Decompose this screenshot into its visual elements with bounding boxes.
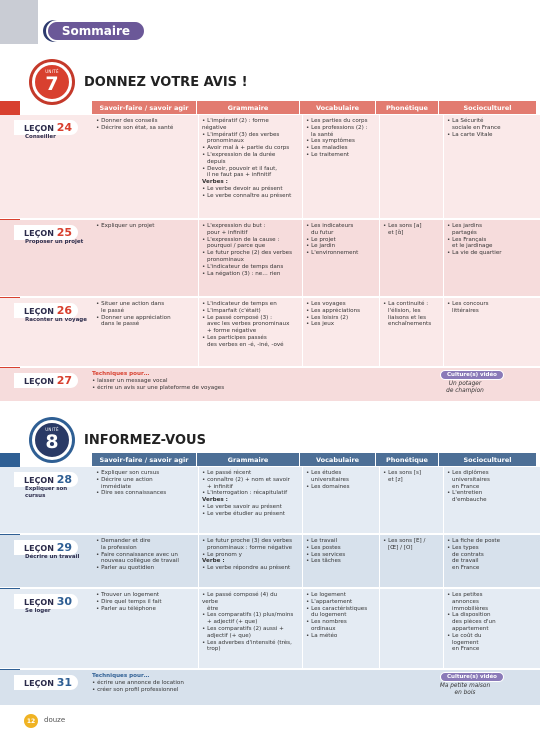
cell-line: • La fiche de poste — [447, 538, 501, 544]
cell-line: • L'expression de la durée — [202, 151, 276, 158]
lesson-row — [0, 298, 540, 367]
socioculturel-cell — [443, 115, 536, 218]
lesson-subtitle: Expliquer son cursus — [25, 486, 68, 499]
cell-line: la profession — [101, 544, 137, 551]
cell-line: depuis — [207, 158, 226, 165]
cell-line: • Faire connaissance avec un — [96, 551, 178, 558]
cell-line: • Les domaines — [306, 483, 350, 490]
cell-line: • L'impératif (3) des verbes — [202, 131, 280, 138]
cell-line: • Les participes passés — [202, 334, 267, 341]
cell-line: et le jardinage — [452, 243, 493, 250]
cell-line: • connaître (2) + nom et savoir — [202, 476, 290, 483]
socioculturel-cell — [443, 298, 536, 366]
culture-video-badge: Culture(s) vidéo — [440, 672, 504, 682]
unit-title: DONNEZ VOTRE AVIS ! — [84, 74, 248, 90]
column-header — [92, 101, 537, 114]
cell-line: [Œ] / [O] — [388, 544, 413, 551]
cell-line: + infinitif — [207, 483, 233, 490]
lesson-word: LEÇON — [24, 544, 54, 553]
cell-line: • La négation (3) : ne… rien — [202, 270, 281, 277]
cell-line: être — [207, 605, 219, 612]
cell-line: en France — [452, 483, 480, 490]
cell-line: • créer son profil professionnel — [92, 686, 179, 693]
lesson-row — [0, 467, 540, 534]
cell-line: • Le passé récent — [202, 470, 252, 476]
page-number-badge: 12 — [24, 714, 38, 728]
socioculturel-cell — [443, 467, 536, 533]
lesson-word: LEÇON — [24, 679, 54, 688]
cell-line: • Les sons [s] — [383, 470, 422, 476]
lesson-subtitle: Proposer un projet — [25, 239, 84, 245]
cell-line: • Le travail — [306, 538, 338, 544]
vocabulaire-cell — [302, 589, 373, 668]
lesson-row — [0, 220, 540, 297]
cell-line: des verbes en -é, -iné, -ové — [207, 341, 284, 348]
cell-line: • Situer une action dans — [96, 301, 165, 307]
page-title: Sommaire — [46, 20, 146, 42]
socioculturel-cell — [443, 589, 536, 668]
cell-line: • Les maladies — [306, 145, 348, 152]
unit-title: INFORMEZ-VOUS — [84, 432, 206, 448]
cell-line: • écrire une annonce de location — [92, 679, 184, 686]
lesson-pill — [14, 472, 78, 487]
cell-line: • L'imparfait (c'était) — [202, 307, 261, 314]
savoir-faire-cell — [96, 301, 196, 328]
cell-line: ordinaux — [311, 625, 336, 632]
lesson-word: LEÇON — [24, 307, 54, 316]
lesson-row — [0, 589, 540, 669]
cell-line: • Les indicateurs — [306, 223, 354, 229]
cell-line: • Le projet — [306, 236, 336, 243]
cell-line: la santé — [311, 131, 334, 138]
column-header-cell: Savoir-faire / savoir agir — [92, 101, 196, 114]
cell-line: • Les études — [306, 470, 342, 476]
cell-line: • L'environnement — [306, 250, 359, 257]
column-header-cell: Socioculturel — [439, 453, 536, 466]
cell-line: Verbes : — [202, 497, 228, 504]
lesson-subtitle: Décrire un travail — [25, 554, 80, 560]
cell-line: • Les concours — [447, 301, 489, 307]
cell-line: • Les nombres — [306, 619, 347, 626]
cell-line: • L'expression du but : — [202, 223, 266, 229]
techniques-cell — [92, 673, 352, 693]
cell-line: • La continuité : — [383, 301, 429, 307]
cell-line: et [z] — [388, 476, 403, 483]
cell-line: • écrire un avis sur une plateforme de voyages — [92, 384, 225, 391]
cell-line: • Le verbe répondre au présent — [202, 565, 291, 572]
savoir-faire-cell — [96, 223, 196, 230]
cell-line: sociale en France — [452, 124, 501, 131]
cell-line: immédiate — [101, 483, 132, 490]
phonetique-cell — [379, 467, 437, 533]
culture-video-badge: Culture(s) vidéo — [440, 370, 504, 380]
cell-line: • Le verbe étudier au présent — [202, 510, 285, 517]
lesson-row — [0, 368, 540, 402]
cell-line: dans le passé — [101, 321, 140, 328]
lesson-pill — [14, 373, 78, 388]
culture-line: Un potager — [448, 381, 482, 387]
lesson-label — [0, 368, 92, 401]
lesson-label — [0, 298, 92, 366]
lesson-pill — [14, 594, 78, 609]
cell-line: • Les Français — [447, 236, 487, 243]
grammaire-cell — [198, 589, 296, 668]
column-header-cell: Phonétique — [376, 101, 438, 114]
cell-line: • Les types — [447, 544, 479, 551]
lesson-number: 27 — [56, 374, 73, 387]
lesson-row — [0, 670, 540, 706]
cell-line: • Les petites — [447, 592, 483, 598]
unit-badge — [32, 420, 72, 460]
cell-line: pronominaux — [207, 256, 244, 263]
cell-line: • La carte Vitale — [447, 131, 493, 138]
vocabulaire-cell — [302, 535, 373, 587]
cell-line: universitaires — [311, 476, 349, 483]
grammaire-cell — [198, 220, 296, 296]
unit-header — [32, 62, 248, 102]
cell-line: • Décrire une action — [96, 476, 153, 483]
lesson-word: LEÇON — [24, 229, 54, 238]
cell-line: • Le logement — [306, 592, 346, 598]
cell-line: • L'entretien — [447, 490, 483, 497]
lesson-row — [0, 535, 540, 588]
column-header-cell: Grammaire — [197, 453, 299, 466]
cell-line: • L'impératif (2) : forme négative — [202, 118, 269, 131]
lesson-label — [0, 535, 92, 587]
cell-line: • L'interrogation : récapitulatif — [202, 490, 288, 497]
cell-line: • Dire quel temps il fait — [96, 598, 162, 605]
cell-line: • Les appréciations — [306, 307, 361, 314]
unit-number: 8 — [45, 431, 59, 453]
cell-line: Verbes : — [202, 179, 228, 186]
cell-line: • laisser un message vocal — [92, 377, 168, 384]
cell-line: + adjectif (+ que) — [207, 619, 258, 626]
cell-line: • Les loisirs (2) — [306, 314, 349, 321]
cell-line: • Le passé composé (4) du verbe — [202, 592, 278, 605]
lesson-subtitle: Raconter un voyage — [25, 317, 87, 323]
culture-line: Ma petite maison — [439, 683, 491, 689]
cell-line: universitaires — [452, 476, 490, 483]
techniques-title: Techniques pour… — [92, 371, 150, 377]
cell-line: pronominaux : forme négative — [207, 544, 293, 551]
cell-line: immobilières — [452, 605, 489, 612]
lesson-word: LEÇON — [24, 377, 54, 386]
cell-line: • Les voyages — [306, 301, 346, 307]
cell-line: • Avoir mal à + partie du corps — [202, 145, 290, 152]
lesson-label — [0, 670, 92, 705]
cell-line: • L'indicateur de temps dans — [202, 263, 284, 270]
cell-line: • La météo — [306, 632, 338, 639]
lesson-word: LEÇON — [24, 476, 54, 485]
cell-line: • Le verbe devoir au présent — [202, 185, 283, 192]
cell-line: • Les sons [a] — [383, 223, 422, 229]
cell-line: de contrats — [452, 551, 484, 558]
grammaire-cell — [198, 467, 296, 533]
column-header-cell: Vocabulaire — [300, 101, 375, 114]
savoir-faire-cell — [96, 592, 196, 612]
cell-line: • Parler au quotidien — [96, 565, 155, 572]
column-header-cell: Grammaire — [197, 101, 299, 114]
column-header-cell: Phonétique — [376, 453, 438, 466]
cell-line: littéraires — [452, 307, 479, 314]
cell-line: trop) — [207, 646, 221, 653]
cell-line: liaisons et les — [388, 314, 426, 321]
vocabulaire-cell — [302, 220, 373, 296]
cell-line: • Trouver un logement — [96, 592, 160, 598]
techniques-title: Techniques pour… — [92, 673, 150, 679]
cell-line: • Dire ses connaissances — [96, 490, 167, 497]
vocabulaire-cell — [302, 467, 373, 533]
cell-line: • Donner des conseils — [96, 118, 158, 124]
cell-line: partagés — [452, 229, 477, 236]
cell-line: en France — [452, 565, 480, 572]
socioculturel-cell — [443, 220, 536, 296]
cell-line: • Le jardin — [306, 243, 336, 250]
phonetique-cell — [379, 220, 437, 296]
cell-line: il ne faut pas + infinitif — [207, 172, 272, 179]
cell-line: • Parler au téléphone — [96, 605, 156, 612]
cell-line: + forme négative — [207, 328, 257, 335]
cell-line: • Donner une appréciation — [96, 314, 171, 321]
culture-line: de champion — [446, 388, 484, 394]
lesson-label — [0, 220, 92, 296]
cell-line: • L'indicateur de temps en — [202, 301, 277, 307]
cell-line: pronominaux — [207, 138, 244, 145]
cell-line: • Le verbe savoir au présent — [202, 503, 282, 510]
unit-label: UNITÉ — [45, 427, 59, 432]
vocabulaire-cell — [302, 298, 373, 366]
cell-line: nouveau collègue de travail — [101, 558, 179, 565]
grammaire-cell — [198, 115, 296, 218]
cell-line: • Le pronom y — [202, 551, 242, 558]
lesson-number: 31 — [56, 676, 73, 689]
cell-line: • Demander et dire — [96, 538, 151, 544]
culture-video-title — [430, 381, 500, 395]
column-header-cell: Socioculturel — [439, 101, 536, 114]
socioculturel-cell — [443, 535, 536, 587]
cell-line: • Expliquer son cursus — [96, 470, 160, 476]
lesson-number: 26 — [56, 304, 73, 317]
cell-line: appartement — [452, 625, 489, 632]
cell-line: • Les parties du corps — [306, 118, 368, 124]
lesson-word: LEÇON — [24, 124, 54, 133]
column-header-cell: Savoir-faire / savoir agir — [92, 453, 196, 466]
cell-line: • Les jardins — [447, 223, 482, 229]
cell-line: de travail — [452, 558, 479, 565]
cell-line: • Les diplômes — [447, 470, 489, 476]
cell-line: • La disposition — [447, 612, 491, 619]
savoir-faire-cell — [96, 118, 196, 132]
cell-line: • Les adverbes d'intensité (très, — [202, 639, 292, 646]
cell-line: et [ɑ̃] — [388, 229, 404, 236]
lesson-word: LEÇON — [24, 598, 54, 607]
lesson-subtitle: Se loger — [25, 608, 51, 614]
cell-line: en France — [452, 646, 480, 653]
cell-line: • La vie de quartier — [447, 250, 502, 257]
vocabulaire-cell — [302, 115, 373, 218]
cell-line: • La Sécurité — [447, 118, 484, 124]
lesson-label — [0, 589, 92, 668]
cell-line: • L'appartement — [306, 598, 353, 605]
cell-line: • Les services — [306, 551, 346, 558]
column-header-cell: Vocabulaire — [300, 453, 375, 466]
column-header — [92, 453, 537, 466]
cell-line: • Décrire son état, sa santé — [96, 124, 174, 131]
cell-line: • Le traitement — [306, 151, 350, 158]
phonetique-cell — [379, 535, 437, 587]
techniques-cell — [92, 371, 352, 391]
cell-line: • Le passé composé (3) : — [202, 314, 272, 321]
cell-line: annonces — [452, 598, 479, 605]
savoir-faire-cell — [96, 470, 196, 497]
cell-line: d'embauche — [452, 497, 487, 504]
lesson-pill — [14, 303, 78, 318]
lesson-pill — [14, 225, 78, 240]
cell-line: • Les professions (2) : — [306, 124, 368, 131]
unit-badge — [32, 62, 72, 102]
lesson-row — [0, 115, 540, 219]
unit-label: UNITÉ — [45, 69, 59, 74]
cell-line: pour + infinitif — [207, 229, 248, 236]
lesson-number: 24 — [56, 121, 73, 134]
cell-line: le passé — [101, 307, 125, 314]
lesson-label — [0, 467, 92, 533]
grammaire-cell — [198, 298, 296, 366]
cell-line: pourquoi / parce que — [207, 243, 266, 250]
cell-line: • Les caractéristiques — [306, 605, 368, 612]
cell-line: • Le futur proche (2) des verbes — [202, 250, 292, 257]
cell-line: adjectif (+ que) — [207, 632, 251, 639]
lesson-pill — [14, 120, 78, 135]
phonetique-cell — [379, 589, 437, 668]
lesson-number: 28 — [56, 473, 73, 486]
cell-line: • Les symptômes — [306, 138, 355, 145]
culture-line: en bois — [454, 690, 476, 696]
cell-line: • Les sons [E] / — [383, 538, 426, 544]
cell-line: des pièces d'un — [452, 619, 496, 626]
savoir-faire-cell — [96, 538, 196, 572]
cell-line: logement — [452, 639, 479, 646]
cell-line: • Les comparatifs (2) aussi + — [202, 625, 284, 632]
corner-block — [0, 0, 38, 44]
cell-line: Verbe : — [202, 558, 225, 565]
cell-line: enchaînements — [388, 321, 432, 328]
cell-line: du logement — [311, 612, 347, 619]
cell-line: • Les comparatifs (1) plus/moins — [202, 612, 294, 619]
cell-line: • L'expression de la cause : — [202, 236, 280, 243]
phonetique-cell — [379, 115, 437, 218]
grammaire-cell — [198, 535, 296, 587]
cell-line: du futur — [311, 229, 334, 236]
cell-line: • Les postes — [306, 544, 341, 551]
cell-line: • Expliquer un projet — [96, 223, 155, 229]
lesson-subtitle: Conseiller — [25, 134, 56, 140]
unit-number: 7 — [45, 73, 59, 95]
phonetique-cell — [379, 298, 437, 366]
culture-video-title — [430, 683, 500, 697]
cell-line: avec les verbes pronominaux — [207, 321, 290, 328]
lesson-pill — [14, 540, 78, 555]
cell-line: • Le verbe connaître au présent — [202, 192, 292, 199]
lesson-number: 25 — [56, 226, 73, 239]
cell-line: • Les jeux — [306, 321, 335, 328]
lesson-number: 30 — [56, 595, 73, 608]
lesson-label — [0, 115, 92, 218]
lesson-pill — [14, 675, 78, 690]
cell-line: • Devoir, pouvoir et il faut, — [202, 165, 278, 172]
cell-line: • Le futur proche (3) des verbes — [202, 538, 292, 544]
cell-line: • Le coût du — [447, 632, 482, 639]
cell-line: l'élision, les — [388, 307, 421, 314]
page-number-word: douze — [44, 716, 66, 724]
cell-line: • Les tâches — [306, 558, 341, 565]
lesson-number: 29 — [56, 541, 73, 554]
